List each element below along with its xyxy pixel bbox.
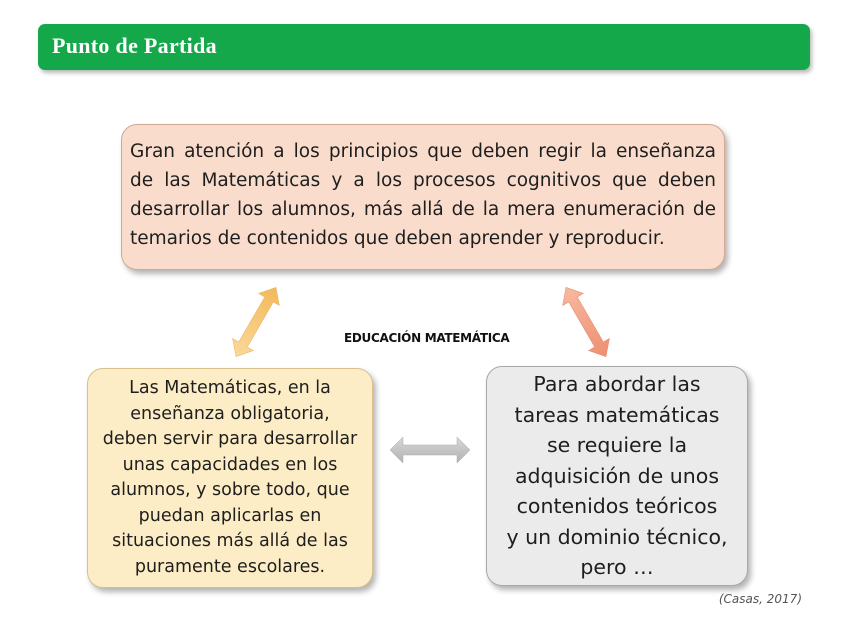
right-box-line: pero … (580, 555, 654, 580)
left-box-line: unas capacidades en los (122, 454, 338, 475)
right-box-text (506, 369, 727, 583)
left-box-line: puedan aplicarlas en (138, 505, 322, 526)
left-box-line: alumnos, y sobre todo, que (110, 480, 350, 500)
top-box (121, 124, 725, 270)
right-box-line: contenidos teóricos (516, 494, 718, 519)
right-box-line: tareas matemáticas (514, 402, 720, 427)
left-box-line: deben servir para desarrollar (102, 429, 358, 449)
right-box-line: Para abordar las (533, 372, 701, 397)
left-box-line: situaciones más allá de las (112, 531, 348, 551)
top-box-line: temarios de contenidos que deben aprender y reproducir. (130, 228, 665, 249)
left-box (87, 368, 373, 588)
left-box-line: puramente escolares. (134, 556, 326, 577)
page-title: Punto de Partida (52, 33, 217, 58)
citation: (Casas, 2017) (718, 592, 802, 606)
left-right-double-arrow (390, 437, 470, 463)
left-box-line: Las Matemáticas, en la (129, 378, 331, 398)
right-box (486, 366, 748, 586)
right-box-line: y un dominio técnico, (506, 524, 728, 549)
left-box-text (103, 376, 358, 580)
center-label: EDUCACIÓN MATEMÁTICA (344, 331, 510, 345)
top-left-double-arrow (226, 281, 287, 362)
top-box-line: desarrollar los alumnos, más allá de la mera enumeración de (130, 199, 716, 220)
right-box-line: se requiere la (546, 433, 688, 458)
top-box-line: Gran atención a los principios que deben regir la enseñanza (130, 141, 716, 162)
right-box-line: adquisición de unos (514, 463, 720, 488)
left-box-line: enseñanza obligatoria, (130, 403, 330, 424)
top-right-double-arrow (556, 281, 617, 362)
top-box-line: de las Matemáticas y a los procesos cognitivos que deben (130, 170, 716, 191)
